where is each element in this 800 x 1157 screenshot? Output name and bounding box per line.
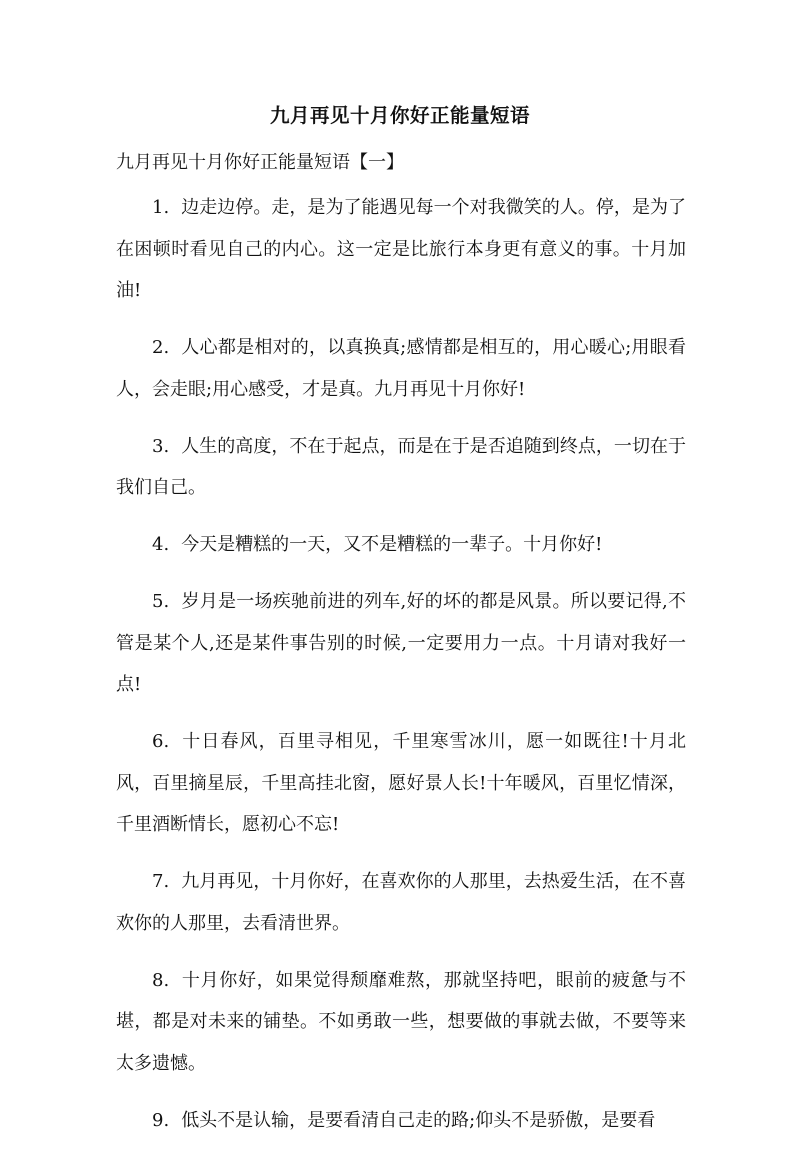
paragraph-text: 岁月是一场疾驰前进的列车,好的坏的都是风景。所以要记得,不管是某个人,还是某件事告别的时候,一定要用力一点。十月请对我好一点! [116,591,686,695]
paragraph-7 [116,861,686,944]
paragraph-text: 人心都是相对的，以真换真;感情都是相互的，用心暖心;用眼看人，会走眼;用心感受，才是真。九月再见十月你好! [116,337,686,400]
paragraph-number: 8. [152,969,170,991]
document-title: 九月再见十月你好正能量短语 [269,104,530,127]
paragraph-2 [116,327,686,410]
paragraph-number: 9. [152,1109,170,1131]
paragraph-number: 6. [152,731,170,752]
paragraph-text: 人生的高度，不在于起点，而是在于是否追随到终点，一切在于我们自己。 [116,435,686,498]
paragraph-text: 低头不是认输，是要看清自己走的路;仰头不是骄傲，是要看 [181,1109,656,1131]
paragraph-4 [116,524,686,566]
paragraph-number: 1. [152,197,170,218]
paragraph-text: 十月你好，如果觉得颓靡难熬，那就坚持吧，眼前的疲惫与不堪，都是对未来的铺垫。不如勇敢一些，想要做的事就去做，不要等来太多遗憾。 [116,969,686,1074]
paragraph-text: 今天是糟糕的一天，又不是糟糕的一辈子。十月你好! [181,534,603,555]
paragraph-number: 2. [152,337,170,358]
section-heading: 九月再见十月你好正能量短语【一】 [116,152,404,173]
paragraph-number: 5. [152,591,170,612]
paragraph-number: 3. [152,435,170,457]
paragraph-5 [116,581,686,706]
paragraph-8 [116,960,686,1085]
paragraph-3 [116,426,686,509]
paragraph-9 [116,1100,686,1142]
paragraph-number: 4. [152,534,170,555]
paragraph-text: 十日春风，百里寻相见，千里寒雪冰川，愿一如既往!十月北风，百里摘星辰，千里高挂北窗，愿好景人长!十年暖风，百里忆情深，千里酒断情长，愿初心不忘! [116,731,686,835]
paragraph-number: 7. [152,871,170,892]
paragraph-1 [116,187,686,312]
paragraph-6 [116,721,686,846]
paragraph-text: 边走边停。走，是为了能遇见每一个对我微笑的人。停，是为了在困顿时看见自己的内心。这一定是比旅行本身更有意义的事。十月加油! [116,197,686,301]
paragraph-text: 九月再见，十月你好，在喜欢你的人那里，去热爱生活，在不喜欢你的人那里，去看清世界。 [116,871,686,934]
paragraph-list [116,187,686,1157]
